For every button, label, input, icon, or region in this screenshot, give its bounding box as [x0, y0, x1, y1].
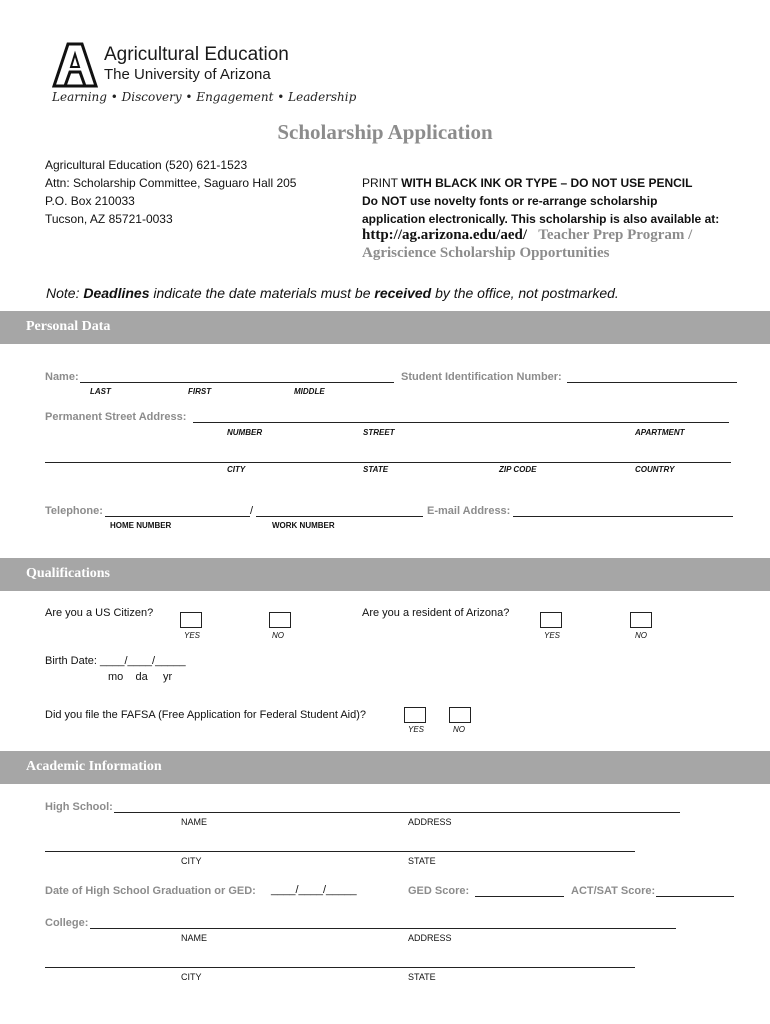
note-mid: indicate the date materials must be	[149, 285, 375, 301]
high-school-input-line[interactable]	[114, 812, 680, 813]
graduation-date-field[interactable]: ____/____/_____	[271, 884, 357, 896]
mailing-address	[45, 156, 296, 228]
sub-street: STREET	[363, 428, 395, 437]
resident-yes-checkbox[interactable]	[540, 612, 562, 628]
university-a-logo	[52, 42, 98, 88]
qualifications-header	[0, 558, 770, 591]
instruction-line: application electronically. This scholarship is also available at:	[362, 212, 720, 226]
hs-city-sub: CITY	[181, 856, 202, 866]
org-name: Agricultural Education	[104, 44, 289, 65]
act-sat-input-line[interactable]	[656, 896, 734, 897]
citizen-no-label: NO	[272, 631, 284, 640]
address-line: P.O. Box 210033	[45, 194, 135, 208]
birth-date-subs: mo da yr	[108, 671, 173, 683]
college-label: College:	[45, 917, 89, 929]
ged-score-label: GED Score:	[408, 885, 470, 897]
url-block	[362, 226, 692, 262]
section-title: Personal Data	[26, 319, 111, 334]
ged-score-input-line[interactable]	[475, 896, 564, 897]
college-city-sub: CITY	[181, 972, 202, 982]
note-suffix: by the office, not postmarked.	[431, 285, 619, 301]
hs-city-input-line[interactable]	[45, 851, 635, 852]
telephone-label: Telephone:	[45, 505, 103, 517]
page-title: Scholarship Application	[277, 120, 493, 144]
note-prefix: Note:	[46, 285, 84, 301]
email-label: E-mail Address:	[427, 505, 511, 517]
hs-name-sub: NAME	[181, 817, 208, 827]
birth-date-field[interactable]: Birth Date: ____/____/_____	[45, 655, 186, 667]
website-link[interactable]: http://ag.arizona.edu/aed/	[362, 227, 528, 243]
email-input-line[interactable]	[513, 516, 733, 517]
resident-question: Are you a resident of Arizona?	[362, 607, 510, 619]
sub-number: NUMBER	[227, 428, 263, 437]
print-prefix: PRINT	[362, 176, 402, 190]
org-subtitle: The University of Arizona	[104, 66, 271, 83]
college-city-input-line[interactable]	[45, 967, 635, 968]
name-input-line[interactable]	[80, 382, 394, 383]
name-label: Name:	[45, 371, 79, 383]
sub-middle: MIDDLE	[294, 387, 325, 396]
citizen-yes-checkbox[interactable]	[180, 612, 202, 628]
sub-state: STATE	[363, 465, 389, 474]
section-title: Qualifications	[26, 566, 111, 581]
sub-apartment: APARTMENT	[635, 428, 685, 437]
sub-zip: ZIP CODE	[499, 465, 537, 474]
resident-yes-label: YES	[544, 631, 561, 640]
sub-home-number: HOME NUMBER	[110, 521, 172, 530]
student-id-label: Student Identification Number:	[401, 371, 562, 383]
hs-address-sub: ADDRESS	[408, 817, 452, 827]
student-id-input-line[interactable]	[567, 382, 737, 383]
graduation-date-label: Date of High School Graduation or GED:	[45, 885, 256, 897]
note-deadlines: Deadlines	[83, 285, 150, 301]
instruction-line: Do NOT use novelty fonts or re-arrange scholarship	[362, 194, 658, 208]
citizen-question: Are you a US Citizen?	[45, 607, 154, 619]
fafsa-no-checkbox[interactable]	[449, 707, 471, 723]
street-address-label: Permanent Street Address:	[45, 411, 187, 423]
address-line: Tucson, AZ 85721-0033	[45, 212, 173, 226]
work-phone-input-line[interactable]	[256, 516, 423, 517]
tagline: Learning • Discovery • Engagement • Leadership	[52, 90, 357, 104]
sub-work-number: WORK NUMBER	[272, 521, 335, 530]
sub-country: COUNTRY	[635, 465, 675, 474]
deadline-note	[46, 285, 619, 301]
fafsa-question: Did you file the FAFSA (Free Application for Federal Student Aid)?	[45, 709, 367, 721]
academic-info-header	[0, 751, 770, 784]
street-input-line[interactable]	[193, 422, 729, 423]
college-state-sub: STATE	[408, 972, 436, 982]
fafsa-yes-label: YES	[408, 725, 425, 734]
city-input-line[interactable]	[45, 462, 731, 463]
fafsa-yes-checkbox[interactable]	[404, 707, 426, 723]
sub-first: FIRST	[188, 387, 212, 396]
act-sat-label: ACT/SAT Score:	[571, 885, 656, 897]
resident-no-checkbox[interactable]	[630, 612, 652, 628]
program-link: Teacher Prep Program /	[538, 227, 693, 243]
print-instructions	[362, 174, 719, 228]
resident-no-label: NO	[635, 631, 647, 640]
high-school-label: High School:	[45, 801, 113, 813]
home-phone-input-line[interactable]	[105, 516, 250, 517]
fafsa-no-label: NO	[453, 725, 465, 734]
section-title: Academic Information	[26, 759, 162, 774]
note-received: received	[374, 285, 432, 301]
print-bold: WITH BLACK INK OR TYPE – DO NOT USE PENCIL	[401, 176, 693, 190]
program-line: Agriscience Scholarship Opportunities	[362, 245, 610, 261]
college-address-sub: ADDRESS	[408, 933, 452, 943]
phone-slash: /	[250, 505, 254, 517]
personal-data-header	[0, 311, 770, 344]
sub-last: LAST	[90, 387, 111, 396]
college-input-line[interactable]	[90, 928, 676, 929]
sub-city: CITY	[227, 465, 246, 474]
college-name-sub: NAME	[181, 933, 208, 943]
hs-state-sub: STATE	[408, 856, 436, 866]
address-line: Agricultural Education (520) 621-1523	[45, 158, 248, 172]
citizen-no-checkbox[interactable]	[269, 612, 291, 628]
address-line: Attn: Scholarship Committee, Saguaro Hall 205	[45, 176, 297, 190]
citizen-yes-label: YES	[184, 631, 201, 640]
